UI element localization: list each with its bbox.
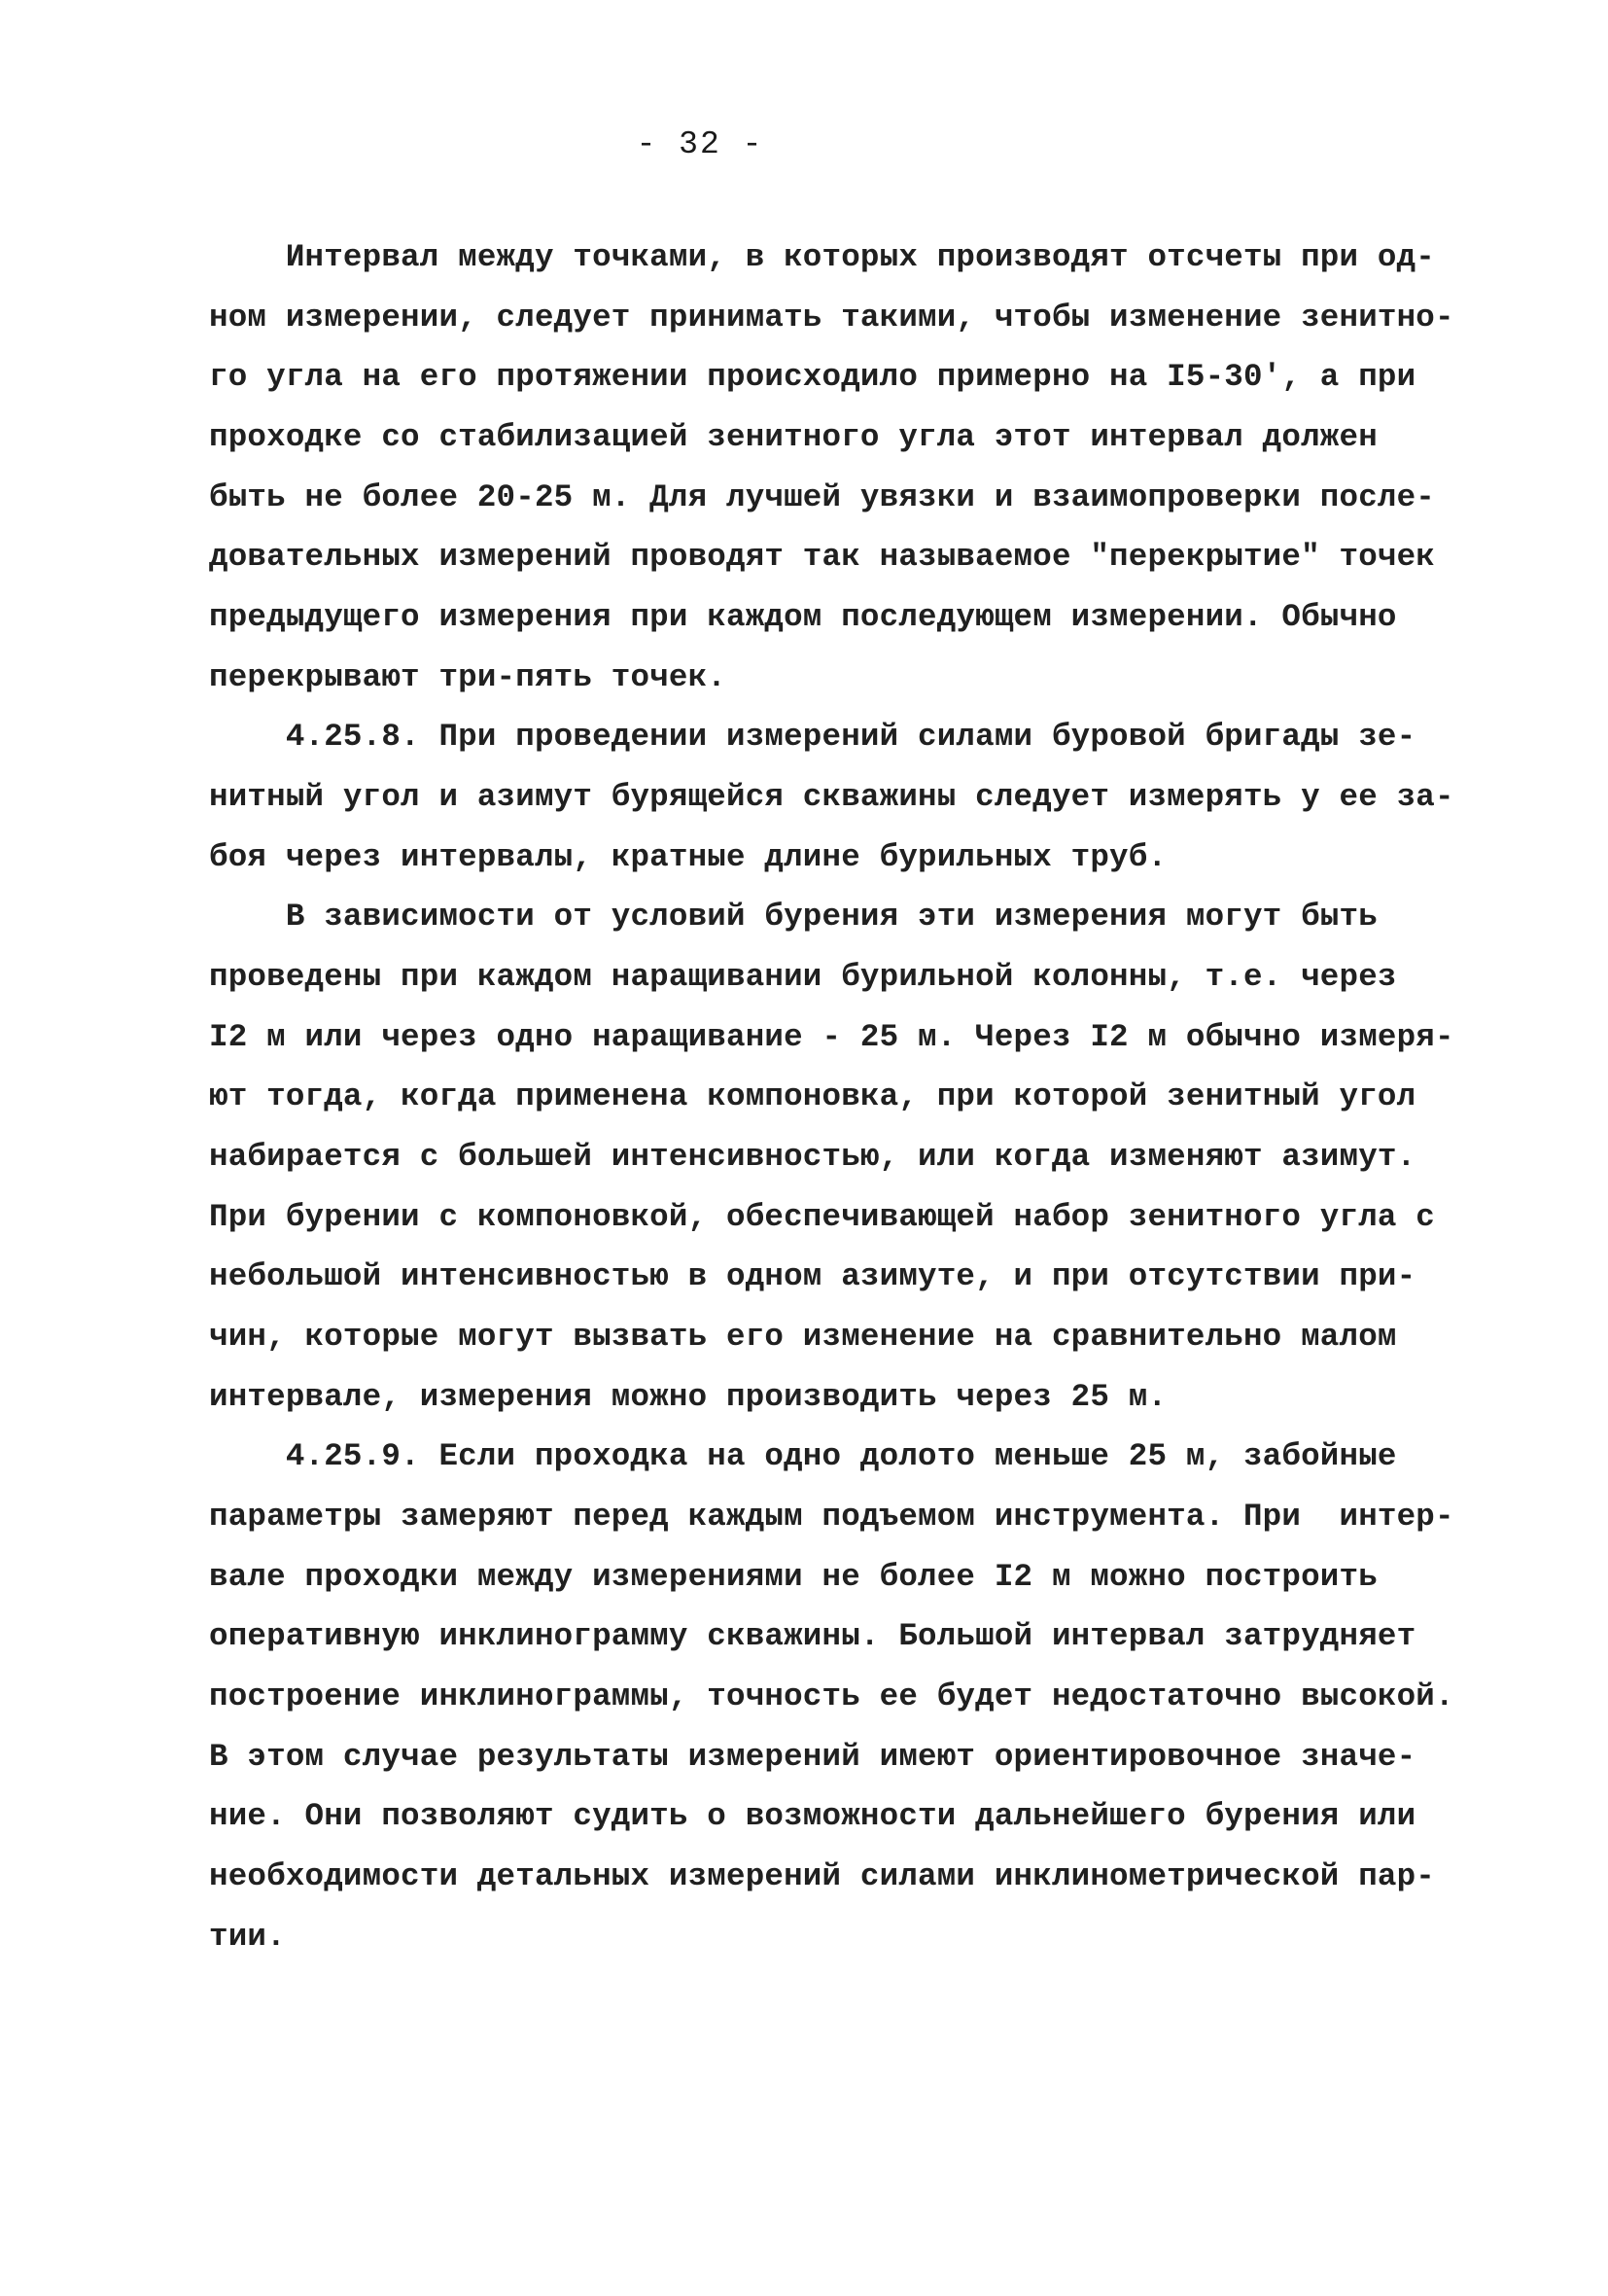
text-line: нитный угол и азимут бурящейся скважины следует измерять у ее за- xyxy=(209,779,1454,815)
text-line: небольшой интенсивностью в одном азимуте, и при отсутствии при- xyxy=(209,1258,1416,1294)
text-line: перекрывают три-пять точек. xyxy=(209,659,726,695)
text-line: тии. xyxy=(209,1919,286,1955)
text-line: ном измерении, следует принимать такими, чтобы изменение зенитно- xyxy=(209,300,1454,336)
text-line: оперативную инклинограмму скважины. Большой интервал затрудняет xyxy=(209,1618,1416,1654)
text-line: проходке со стабилизацией зенитного угла этот интервал должен xyxy=(209,419,1378,455)
text-line: проведены при каждом наращивании бурильной колонны, т.е. через xyxy=(209,959,1397,995)
text-line: параметры замеряют перед каждым подъемом инструмента. При интер- xyxy=(209,1499,1454,1535)
text-line: необходимости детальных измерений силами инклинометрической пар- xyxy=(209,1858,1436,1894)
text-line: 4.25.8. При проведении измерений силами буровой бригады зе- xyxy=(209,719,1416,755)
text-line: ют тогда, когда применена компоновка, при которой зенитный угол xyxy=(209,1078,1416,1114)
text-line: 4.25.9. Если проходка на одно долото меньше 25 м, забойные xyxy=(209,1438,1397,1474)
text-line: предыдущего измерения при каждом последующем измерении. Обычно xyxy=(209,599,1397,635)
text-line: вале проходки между измерениями не более I2 м можно построить xyxy=(209,1559,1378,1595)
text-line: Интервал между точками, в которых производят отсчеты при од- xyxy=(209,239,1436,275)
text-line: ние. Они позволяют судить о возможности дальнейшего бурения или xyxy=(209,1798,1416,1834)
text-line: быть не более 20-25 м. Для лучшей увязки и взаимопроверки после- xyxy=(209,479,1436,515)
text-line: набирается с большей интенсивностью, или когда изменяют азимут. xyxy=(209,1139,1416,1175)
text-line: В этом случае результаты измерений имеют ориентировочное значе- xyxy=(209,1739,1416,1775)
text-line: I2 м или через одно наращивание - 25 м. Через I2 м обычно измеря- xyxy=(209,1019,1454,1055)
text-line: построение инклинограммы, точность ее будет недостаточно высокой. xyxy=(209,1678,1454,1714)
text-line: В зависимости от условий бурения эти измерения могут быть xyxy=(209,899,1378,935)
text-line: чин, которые могут вызвать его изменение на сравнительно малом xyxy=(209,1319,1397,1355)
text-line: довательных измерений проводят так называемое "перекрытие" точек xyxy=(209,539,1436,575)
text-line: интервале, измерения можно производить через 25 м. xyxy=(209,1379,1168,1415)
text-line: боя через интервалы, кратные длине бурильных труб. xyxy=(209,839,1168,875)
text-line: го угла на его протяжении происходило примерно на I5-30', а при xyxy=(209,359,1416,395)
page-number: - 32 - xyxy=(636,126,764,162)
text-line: При бурении с компоновкой, обеспечивающей набор зенитного угла с xyxy=(209,1199,1436,1235)
